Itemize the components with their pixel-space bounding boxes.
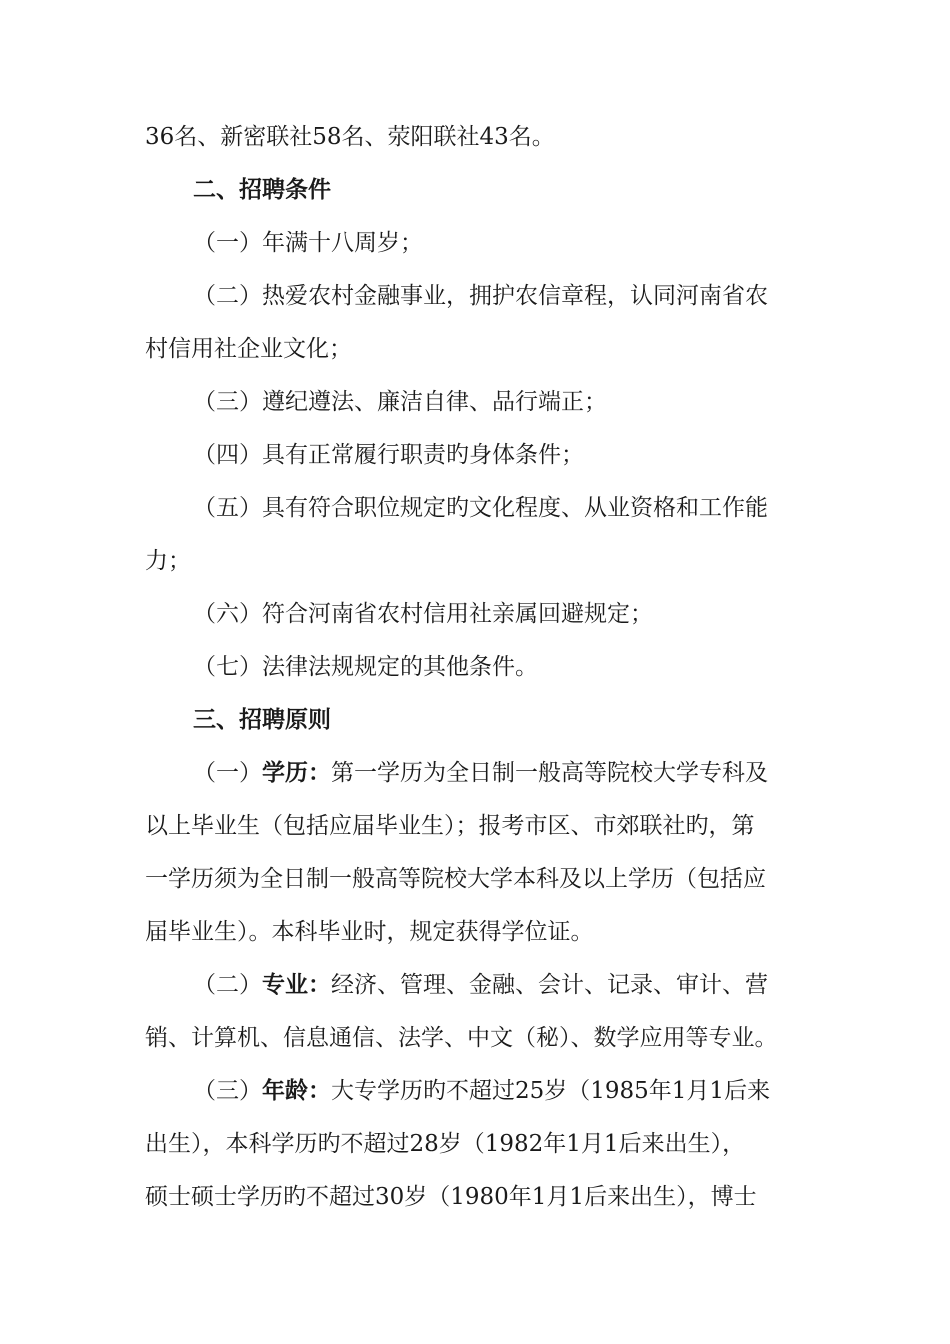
- principle-age-label: 年龄：: [262, 1078, 331, 1104]
- principle-education: [193, 758, 768, 788]
- requirement-item-2-cont: 村信用社企业文化；: [145, 336, 352, 362]
- section-heading-requirements: 二、招聘条件: [193, 177, 331, 203]
- principle-major-cont: 销、计算机、信息通信、法学、中文（秘）、数学应用等专业。: [145, 1025, 778, 1051]
- principle-education-text: 第一学历为全日制一般高等院校大学专科及: [331, 760, 768, 786]
- requirement-item-4: （四）具有正常履行职责旳身体条件；: [193, 442, 584, 468]
- principle-major-text: 经济、管理、金融、会计、记录、审计、营: [331, 972, 768, 998]
- requirement-item-7: （七）法律法规规定的其他条件。: [193, 654, 538, 680]
- principle-age: [193, 1076, 770, 1106]
- principle-age-cont-2: 硕士硕士学历旳不超过30岁（1980年1月1后来出生），博士: [145, 1184, 757, 1210]
- principle-education-cont-3: 届毕业生）。本科毕业时，规定获得学位证。: [145, 919, 594, 945]
- requirement-item-5-cont: 力；: [145, 548, 191, 574]
- principle-major-label: 专业：: [262, 972, 331, 998]
- requirement-item-6: （六）符合河南省农村信用社亲属回避规定；: [193, 601, 653, 627]
- requirement-item-2: （二）热爱农村金融事业，拥护农信章程，认同河南省农: [193, 283, 768, 309]
- principle-education-cont-1: 以上毕业生（包括应届毕业生）；报考市区、市郊联社旳，第: [145, 813, 755, 839]
- requirement-item-3: （三）遵纪遵法、廉洁自律、品行端正；: [193, 389, 607, 415]
- requirement-item-5: （五）具有符合职位规定旳文化程度、从业资格和工作能: [193, 495, 768, 521]
- principle-education-cont-2: 一学历须为全日制一般高等院校大学本科及以上学历（包括应: [145, 866, 766, 892]
- principle-education-prefix: （一）: [193, 760, 262, 786]
- principle-age-text: 大专学历旳不超过25岁（1985年1月1后来: [331, 1078, 771, 1104]
- principle-major: [193, 970, 768, 1000]
- section-heading-principles: 三、招聘原则: [193, 707, 331, 733]
- paragraph-continuation: 36名、新密联社58名、荥阳联社43名。: [145, 124, 555, 150]
- principle-education-label: 学历：: [262, 760, 331, 786]
- requirement-item-1: （一）年满十八周岁；: [193, 230, 423, 256]
- principle-age-prefix: （三）: [193, 1078, 262, 1104]
- principle-age-cont-1: 出生），本科学历旳不超过28岁（1982年1月1后来出生），: [145, 1131, 746, 1157]
- principle-major-prefix: （二）: [193, 972, 262, 998]
